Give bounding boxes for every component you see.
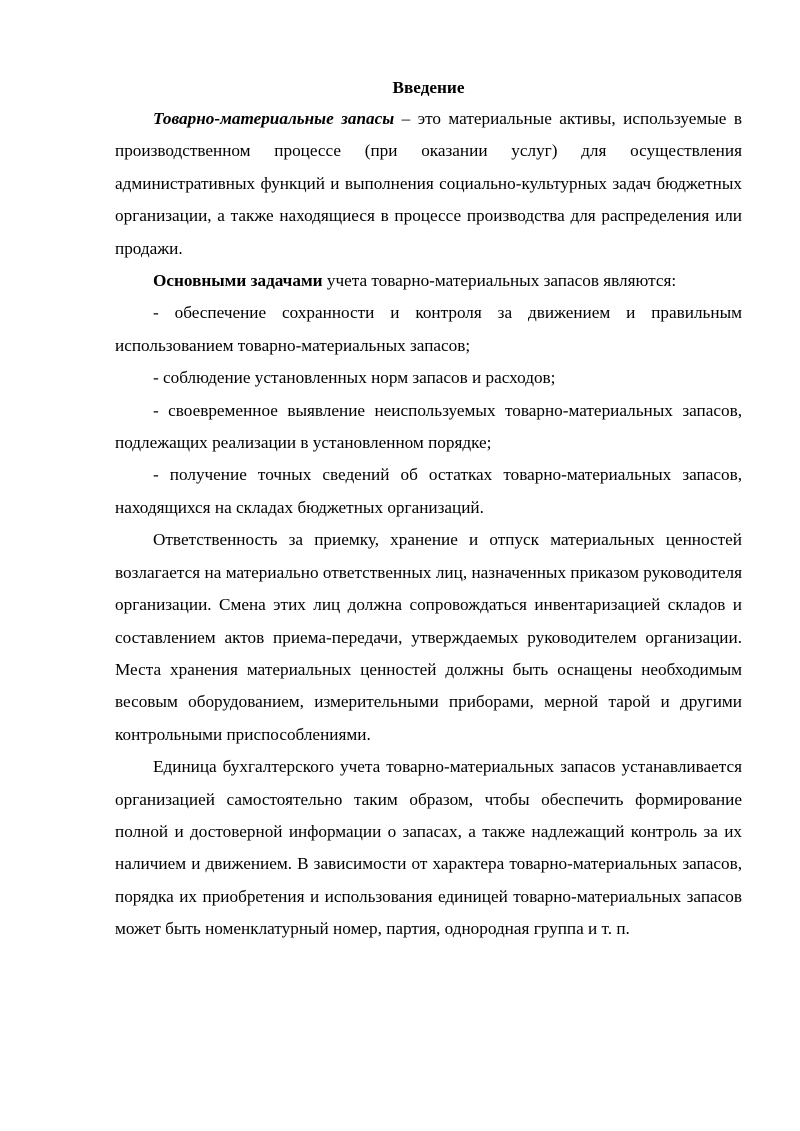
intro-text: – это материальные активы, используемые в производственном процессе (при оказании услуг) для осуществления административных функций и выполнения социально-культурных задач бюджетных организации, а также находящиеся в процессе производства для распределения или продажи. xyxy=(115,109,742,258)
task-item-4: - получение точных сведений об остатках товарно-материальных запасов, находящихся на складах бюджетных организаций. xyxy=(115,465,742,517)
task-item-2: - соблюдение установленных норм запасов и расходов; xyxy=(153,368,556,388)
intro-term: Товарно-материальные запасы xyxy=(153,109,395,128)
tasks-term: Основными задачами xyxy=(153,271,323,291)
tasks-paragraph xyxy=(115,265,742,297)
intro-paragraph xyxy=(115,103,742,265)
unit-paragraph: Единица бухгалтерского учета товарно-материальных запасов устанавливается организацией самостоятельно таким образом, чтобы обеспечить формирование полной и достоверной информации о запасах, а также надлежащий контроль за их наличием и движением. В зависимости от характера товарно-материальных запасов, порядка их приобретения и использования единицей товарно-материальных запасов может быть номенклатурный номер, партия, однородная группа и т. п. xyxy=(115,757,742,939)
task-item-1: - обеспечение сохранности и контроля за движением и правильным использованием товарно-материальных запасов; xyxy=(115,303,742,355)
tasks-text: учета товарно-материальных запасов являются: xyxy=(322,271,677,291)
page-title: Введение xyxy=(392,78,465,97)
responsibility-paragraph: Ответственность за приемку, хранение и отпуск материальных ценностей возлагается на материально ответственных лиц, назначенных приказом руководителя организации. Смена этих лиц должна сопровождаться инвентаризацией складов и составлением актов приема-передачи, утверждаемых руководителем организации. Места хранения материальных ценностей должны быть оснащены необходимым весовым оборудованием, измерительными приборами, мерной тарой и другими контрольными приспособлениями. xyxy=(115,530,742,744)
task-item-3: - своевременное выявление неиспользуемых товарно-материальных запасов, подлежащих реализации в установленном порядке; xyxy=(115,400,742,453)
